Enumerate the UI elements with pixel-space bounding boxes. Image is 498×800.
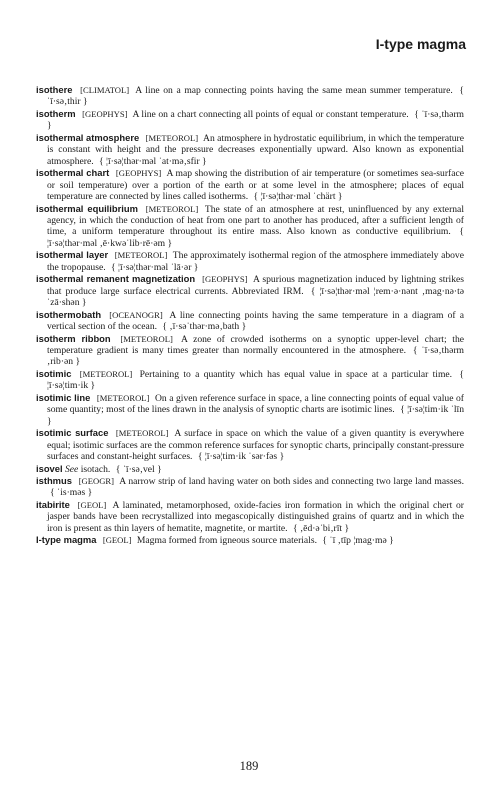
subject-label: [OCEANOGR] xyxy=(109,309,163,320)
running-head: I-type magma xyxy=(375,36,466,52)
subject-label: [METEOROL] xyxy=(79,368,133,379)
pronunciation: { ¦ī·sə¦tim·ik } xyxy=(47,368,464,392)
definition: An atmosphere in hydrostatic equilibrium, in which the temperature is constant with height and the pressure decreases exponentially upward. Also known as exponential atmosphere. xyxy=(47,132,464,167)
pronunciation: { ¦ī·sə¦thər·məl ¦rem·ə·nənt ‚mag·nə·təˈzā·shən } xyxy=(47,285,465,309)
subject-label: [METEOROL] xyxy=(115,428,169,439)
headword: isovel xyxy=(36,462,63,474)
dictionary-entries xyxy=(36,84,464,547)
pronunciation: { ‚ī·səˈthər·mə‚bath } xyxy=(162,321,247,333)
definition: A line on a map connecting points having the same mean summer temperature. xyxy=(135,85,453,96)
see-label: See xyxy=(64,463,79,475)
dictionary-entry xyxy=(36,249,464,273)
dictionary-entry xyxy=(36,463,464,475)
dictionary-entry xyxy=(36,167,464,202)
subject-label: [METEOROL] xyxy=(145,203,199,214)
headword: isothermal chart xyxy=(36,167,110,179)
dictionary-entry xyxy=(36,333,464,368)
headword: isotimic line xyxy=(36,391,91,403)
subject-label: [METEOROL] xyxy=(145,132,199,143)
definition: On a given reference surface in space, a line connecting points of equal value of some quantity; most of the lines drawn in the analysis of synoptic charts are isotimic lines. xyxy=(47,392,464,416)
headword: isothermal equilibrium xyxy=(36,202,138,214)
pronunciation: { ˈis·məs } xyxy=(50,487,93,499)
cross-reference: isotach. xyxy=(80,463,111,475)
definition: A narrow strip of land having water on both sides and connecting two large land masses. xyxy=(119,475,464,487)
subject-label: [GEOPHYS] xyxy=(115,168,162,179)
pronunciation: { ˈī·sə‚thərm } xyxy=(47,108,464,132)
headword: isothermal atmosphere xyxy=(36,131,140,143)
subject-label: [CLIMATOL] xyxy=(80,85,130,95)
definition: A laminated, metamorphosed, oxide-facies iron formation in which the original chert or jasper bands have been recrystallized into megascopically distinguished grains of quartz and in which the iron is present as thin layers of hematite, magnetite, or martite. xyxy=(47,499,464,534)
definition: Pertaining to a quantity which has equal value in space at a particular time. xyxy=(139,368,453,380)
definition: A surface in space on which the value of a given quantity is everywhere equal; isotimic surfaces are the common reference surfaces for synoptic charts, principally constant-pressure surfaces and constant-height surfaces. xyxy=(47,428,464,463)
headword: isotherm ribbon xyxy=(36,332,111,344)
headword: isothere xyxy=(36,84,73,95)
pronunciation: { ˈī ‚tīp ¦mag·mə } xyxy=(322,535,394,547)
dictionary-entry xyxy=(36,273,464,308)
dictionary-entry xyxy=(36,84,464,108)
headword: isothermobath xyxy=(36,308,102,320)
definition: A line on a chart connecting all points of equal or constant temperature. xyxy=(132,108,409,120)
headword: isotimic xyxy=(36,367,72,379)
pronunciation: { ˈī·sə‚thərm ‚rib·ən } xyxy=(47,344,464,368)
dictionary-entry xyxy=(36,203,464,250)
dictionary-entry xyxy=(36,108,464,132)
dictionary-entry xyxy=(36,309,464,333)
headword: isthmus xyxy=(36,474,72,486)
subject-label: [METEOROL] xyxy=(114,250,168,261)
dictionary-entry xyxy=(36,132,464,167)
headword: itabirite xyxy=(36,498,70,510)
page-number: 189 xyxy=(239,759,259,773)
subject-label: [GEOL] xyxy=(102,535,132,546)
definition: A spurious magnetization induced by lightning strikes that produce large surface electrical currents. Abbreviated IRM. xyxy=(47,274,465,297)
subject-label: [GEOGR] xyxy=(78,475,115,486)
pronunciation: { ¦ī·sə¦thər·məl ˈat·mə‚sfir } xyxy=(99,155,207,167)
dictionary-entry xyxy=(36,499,464,534)
headword: I-type magma xyxy=(36,534,97,546)
headword: isothermal layer xyxy=(36,249,109,261)
definition: A map showing the distribution of air temperature (or sometimes sea-surface or soil temperature) over a portion of the earth or at some level in the atmosphere; places of equal temperature are connected by lines called isotherms. xyxy=(47,168,464,203)
subject-label: [METEOROL] xyxy=(120,333,173,344)
pronunciation: { ˈī·sə‚thir } xyxy=(47,85,464,108)
pronunciation: { ¦ī·sə¦thər·məl ˈlā·ər } xyxy=(111,261,199,273)
definition: The approximately isothermal region of the atmosphere immediately above the tropopause. xyxy=(47,250,464,273)
pronunciation: { ¦ī·sə¦thər·məl ˈchärt } xyxy=(253,191,343,203)
headword: isotherm xyxy=(36,107,76,119)
definition: The state of an atmosphere at rest, uninfluenced by any external agency, in which the conduction of heat from one part to another has produced, after a sufficient length of time, a uniform temperature throughout its entire mass. Also known as conductive equilibrium. xyxy=(47,203,464,238)
subject-label: [GEOPHYS] xyxy=(202,274,248,285)
pronunciation: { ¦ī·sə¦thər·məl ‚ē·kwəˈlib·rē·əm } xyxy=(47,226,464,249)
definition: A line connecting points having the same temperature in a diagram of a vertical section of the ocean. xyxy=(47,309,464,333)
definition: A zone of crowded isotherms on a synoptic upper-level chart; the temperature gradient is many times greater than normally encountered in the atmosphere. xyxy=(47,333,465,356)
pronunciation: { ˈī·sə‚vel } xyxy=(115,463,162,475)
dictionary-entry xyxy=(36,475,464,499)
pronunciation: { ¦ī·sə¦tim·ik ˈsər·fəs } xyxy=(197,451,285,463)
definition: Magma formed from igneous source materials. xyxy=(136,535,317,547)
subject-label: [GEOPHYS] xyxy=(82,108,128,119)
headword: isothermal remanent magnetization xyxy=(36,273,196,285)
subject-label: [METEOROL] xyxy=(96,392,150,403)
dictionary-entry xyxy=(36,427,464,462)
dictionary-entry xyxy=(36,534,464,546)
headword: isotimic surface xyxy=(36,427,109,439)
subject-label: [GEOL] xyxy=(77,499,107,510)
dictionary-entry xyxy=(36,368,464,392)
pronunciation: { ‚ēd·əˈbi‚rīt } xyxy=(292,522,350,534)
pronunciation: { ¦ī·sə¦tim·ik ˈlīn } xyxy=(47,404,464,427)
dictionary-entry xyxy=(36,392,464,427)
